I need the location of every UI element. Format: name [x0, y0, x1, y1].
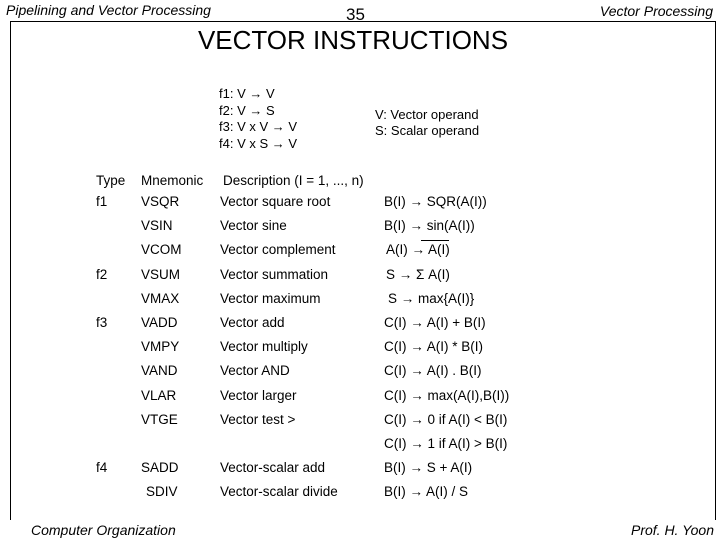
- row-operation: C(I) → A(I) + B(I): [384, 315, 486, 330]
- row-mnemonic: VSUM: [141, 267, 181, 282]
- row-description: Vector complement: [220, 242, 336, 257]
- definition-f4: f4: V x S → V: [219, 135, 298, 151]
- column-header-description: Description (I = 1, ..., n): [223, 173, 364, 188]
- row-mnemonic: VAND: [141, 363, 178, 378]
- column-header-type: Type: [96, 173, 126, 188]
- slide-frame: [10, 21, 716, 520]
- row-operation: C(I) → max(A(I),B(I)): [384, 388, 510, 403]
- row-mnemonic: SADD: [141, 460, 179, 475]
- row-operation: B(I) → SQR(A(I)): [384, 194, 487, 209]
- row-description: Vector add: [220, 315, 285, 330]
- row-operation: C(I) → A(I) * B(I): [384, 339, 483, 354]
- row-description: Vector larger: [220, 388, 297, 403]
- row-type: f3: [96, 315, 108, 330]
- row-description: Vector summation: [220, 267, 329, 282]
- row-operation: S → Σ A(I): [386, 267, 450, 282]
- row-type: f1: [96, 194, 108, 209]
- row-operation: C(I) → 1 if A(I) > B(I): [384, 436, 508, 451]
- legend-vector: V: Vector operand: [375, 107, 479, 122]
- row-operation: B(I) → A(I) / S: [384, 484, 469, 499]
- row-description: Vector AND: [220, 363, 290, 378]
- row-mnemonic: VCOM: [141, 242, 182, 257]
- column-header-mnemonic: Mnemonic: [141, 173, 204, 188]
- row-mnemonic: VTGE: [141, 412, 178, 427]
- row-mnemonic: VMPY: [141, 339, 180, 354]
- legend-scalar: S: Scalar operand: [375, 123, 480, 138]
- definition-f2: f2: V → S: [219, 102, 275, 118]
- row-operation: A(I) → A(I): [386, 242, 450, 257]
- function-definitions: [219, 86, 297, 152]
- row-type: f4: [96, 460, 108, 475]
- footer-right: Prof. H. Yoon: [630, 522, 714, 538]
- row-mnemonic: SDIV: [146, 484, 178, 499]
- page-number: 35: [346, 5, 365, 24]
- footer-left: Computer Organization: [31, 522, 176, 538]
- row-operation: S → max{A(I)}: [388, 291, 475, 306]
- definition-f1: f1: V → V: [219, 86, 275, 101]
- header-right: Vector Processing: [599, 3, 713, 19]
- row-mnemonic: VLAR: [141, 388, 177, 403]
- row-description: Vector test >: [220, 412, 296, 427]
- row-operation: B(I) → sin(A(I)): [384, 218, 475, 233]
- slide-title: VECTOR INSTRUCTIONS: [197, 25, 509, 55]
- row-description: Vector-scalar add: [220, 460, 326, 475]
- row-mnemonic: VADD: [141, 315, 178, 330]
- row-description: Vector-scalar divide: [220, 484, 338, 499]
- row-description: Vector square root: [220, 194, 331, 209]
- row-mnemonic: VMAX: [141, 291, 180, 306]
- row-description: Vector sine: [220, 218, 287, 233]
- row-operation: C(I) → A(I) . B(I): [384, 363, 482, 378]
- row-mnemonic: VSQR: [141, 194, 180, 209]
- row-description: Vector multiply: [220, 339, 308, 354]
- row-mnemonic: VSIN: [141, 218, 173, 233]
- definition-f3: f3: V x V → V: [219, 119, 298, 134]
- row-description: Vector maximum: [220, 291, 321, 306]
- header-left: Pipelining and Vector Processing: [6, 2, 211, 18]
- operand-legend: [375, 107, 479, 139]
- complement-overline: [421, 240, 449, 241]
- row-operation: C(I) → 0 if A(I) < B(I): [384, 412, 508, 427]
- row-operation: B(I) → S + A(I): [384, 460, 473, 475]
- row-type: f2: [96, 267, 108, 282]
